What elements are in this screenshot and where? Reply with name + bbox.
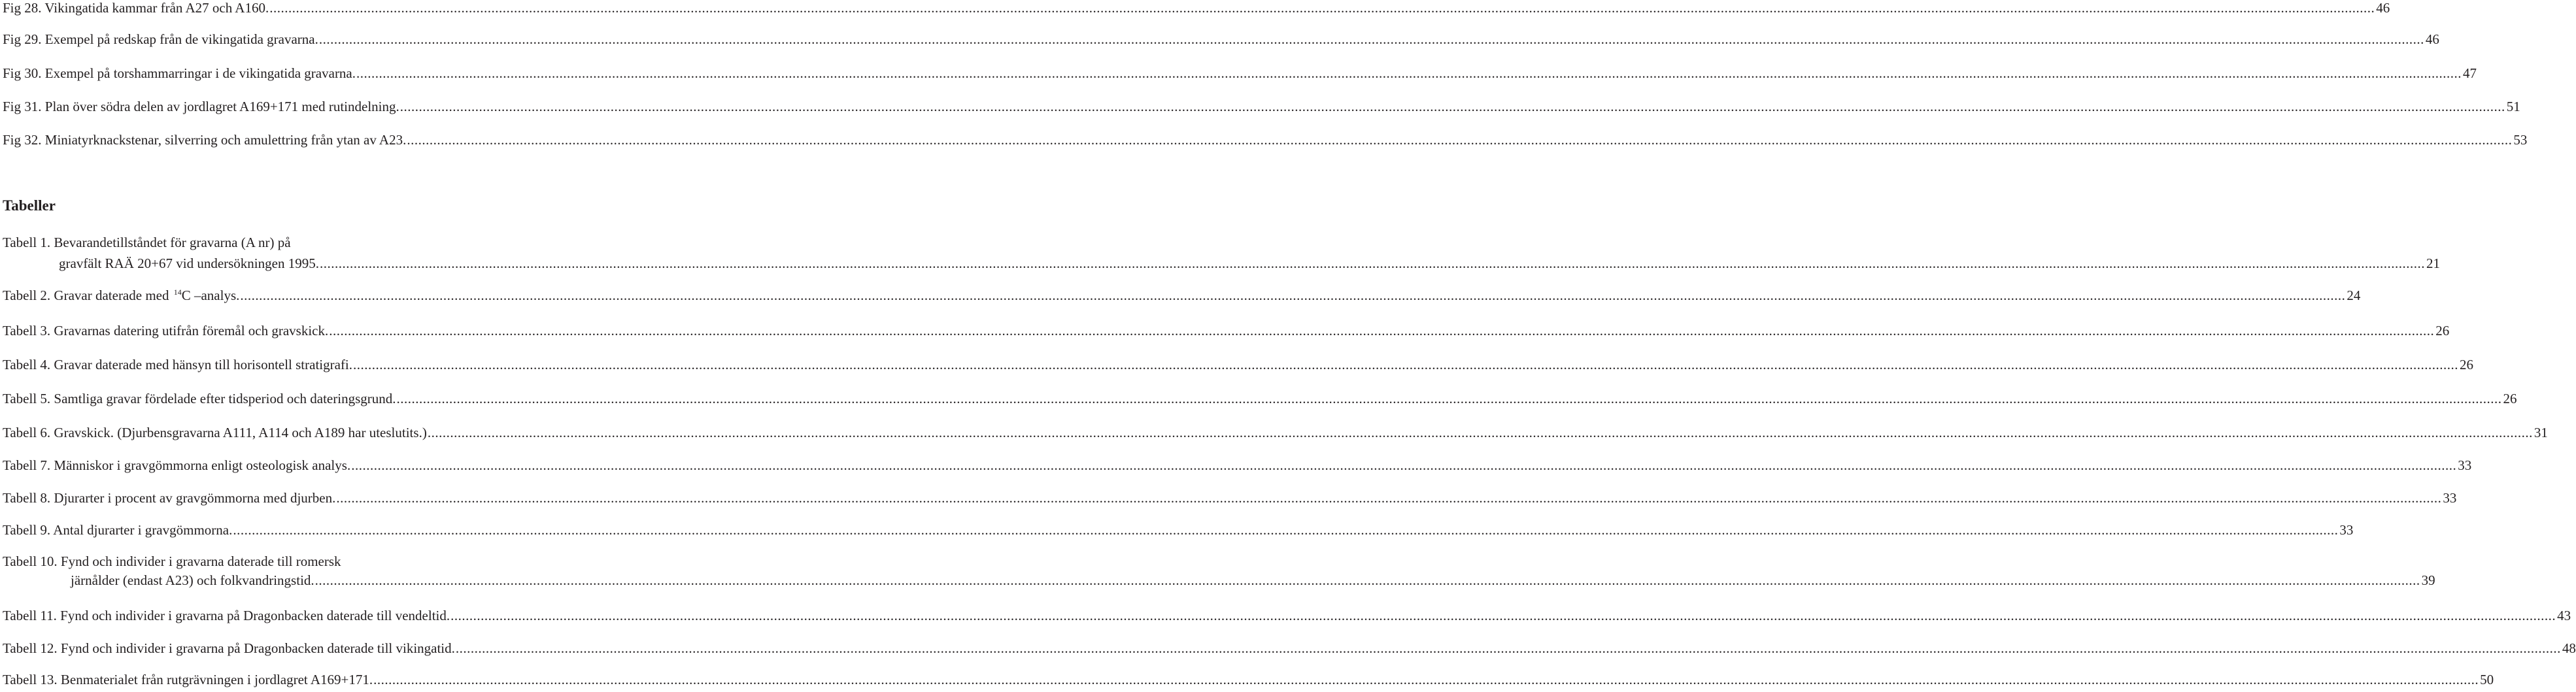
isotope-superscript: 14 xyxy=(173,288,182,297)
table-label: Tabell 5. xyxy=(3,391,51,406)
dot-leader xyxy=(356,65,2462,81)
page-number: 26 xyxy=(2460,357,2474,372)
page-number: 24 xyxy=(2347,288,2361,303)
table-entry[interactable] xyxy=(3,672,2494,687)
figure-entry[interactable] xyxy=(3,99,2520,114)
dot-leader xyxy=(450,608,2556,623)
table-entry[interactable] xyxy=(3,640,2576,656)
table-title-line2: järnålder (endast A23) och folkvandringstid. xyxy=(71,572,314,588)
dot-leader xyxy=(400,99,2505,114)
figure-title: Exempel på torshammarringar i de vikingatida gravarna. xyxy=(44,65,356,81)
page-number: 50 xyxy=(2480,672,2494,687)
table-label: Tabell 8. xyxy=(3,490,51,506)
table-label: Tabell 4. xyxy=(3,357,51,372)
table-label: Tabell 9. xyxy=(3,522,51,538)
figure-label: Fig 31. xyxy=(3,99,42,114)
table-label: Tabell 2. xyxy=(3,288,51,303)
table-entry[interactable] xyxy=(3,425,2548,440)
table-entry[interactable] xyxy=(3,553,2435,588)
table-label: Tabell 11. xyxy=(3,608,57,623)
table-title: Gravar daterade med xyxy=(54,288,169,303)
table-entry[interactable] xyxy=(3,357,2474,372)
table-title-line2: gravfält RAÄ 20+67 vid undersökningen 1995. xyxy=(59,255,319,271)
table-title: Gravar daterade med hänsyn till horisontell stratigrafi. xyxy=(54,357,353,372)
dot-leader xyxy=(315,572,2420,588)
page-number: 31 xyxy=(2534,425,2548,440)
table-label: Tabell 10. xyxy=(3,553,58,569)
section-heading: Tabeller xyxy=(3,197,56,214)
page-number: 51 xyxy=(2506,99,2520,114)
page-number: 48 xyxy=(2562,640,2576,656)
page-number: 33 xyxy=(2339,522,2354,538)
dot-leader xyxy=(233,522,2338,538)
table-title: Djurarter i procent av gravgömmorna med djurben. xyxy=(54,490,336,506)
figure-title: Exempel på redskap från de vikingatida gravarna. xyxy=(44,31,318,47)
table-entry[interactable] xyxy=(3,457,2472,473)
figure-label: Fig 32. xyxy=(3,132,42,148)
table-title: Människor i gravgömmorna enligt osteologisk analys. xyxy=(54,457,351,473)
table-title: Gravarnas datering utifrån föremål och gravskick. xyxy=(54,323,329,338)
dot-leader xyxy=(329,323,2434,338)
table-title-line1: Fynd och individer i gravarna daterade till romersk xyxy=(60,553,341,569)
dot-leader xyxy=(456,640,2561,656)
table-label: Tabell 3. xyxy=(3,323,51,338)
table-entry[interactable] xyxy=(3,323,2450,338)
dot-leader xyxy=(269,0,2375,16)
table-entry[interactable] xyxy=(3,522,2354,538)
table-entry[interactable] xyxy=(3,391,2517,406)
table-entry[interactable] xyxy=(3,288,2361,303)
table-label: Tabell 1. xyxy=(3,235,51,250)
figure-entry[interactable] xyxy=(3,31,2439,47)
table-title-line1: Bevarandetillståndet för gravarna (A nr) på xyxy=(54,235,291,250)
table-label: Tabell 6. xyxy=(3,425,51,440)
figure-title: Miniatyrknackstenar, silverring och amulettring från ytan av A23. xyxy=(44,132,407,148)
table-label: Tabell 12. xyxy=(3,640,58,656)
page-number: 53 xyxy=(2513,132,2528,148)
dot-leader xyxy=(396,391,2501,406)
dot-leader xyxy=(240,288,2345,303)
table-entry[interactable] xyxy=(3,490,2457,506)
table-entry[interactable] xyxy=(3,608,2571,623)
dot-leader xyxy=(353,357,2458,372)
page-number: 46 xyxy=(2376,0,2390,16)
table-title: Antal djurarter i gravgömmorna. xyxy=(53,522,233,538)
dot-leader xyxy=(373,672,2479,687)
figure-title: Vikingatida kammar från A27 och A160. xyxy=(44,0,269,16)
figure-title: Plan över södra delen av jordlagret A169+171 med rutindelning. xyxy=(44,99,399,114)
figure-entry[interactable] xyxy=(3,65,2477,81)
figure-label: Fig 30. xyxy=(3,65,42,81)
table-title: Benmaterialet från rutgrävningen i jordlagret A169+171. xyxy=(60,672,373,687)
page-number: 33 xyxy=(2458,457,2472,473)
page-number: 26 xyxy=(2503,391,2517,406)
table-entry[interactable] xyxy=(3,235,2440,271)
table-label: Tabell 7. xyxy=(3,457,51,473)
dot-leader xyxy=(351,457,2456,473)
figure-entry[interactable] xyxy=(3,132,2528,148)
page-number: 47 xyxy=(2463,65,2477,81)
figure-label: Fig 29. xyxy=(3,31,42,47)
page-number: 33 xyxy=(2443,490,2457,506)
page-number: 43 xyxy=(2557,608,2571,623)
figure-label: Fig 28. xyxy=(3,0,42,16)
page-number: 21 xyxy=(2426,255,2440,271)
table-label: Tabell 13. xyxy=(3,672,58,687)
table-title: Fynd och individer i gravarna på Dragonbacken daterade till vendeltid. xyxy=(60,608,450,623)
table-title: Fynd och individer i gravarna på Dragonbacken daterade till vikingatid. xyxy=(60,640,455,656)
figure-entry[interactable] xyxy=(3,0,2390,16)
dot-leader xyxy=(428,425,2533,440)
page-number: 26 xyxy=(2435,323,2450,338)
dot-leader xyxy=(407,132,2512,148)
dot-leader xyxy=(319,31,2424,47)
table-title-suffix: C –analys. xyxy=(181,288,240,303)
table-title: Samtliga gravar fördelade efter tidsperiod och dateringsgrund. xyxy=(54,391,396,406)
table-title: Gravskick. (Djurbensgravarna A111, A114 och A189 har uteslutits.) xyxy=(54,425,427,440)
page-number: 46 xyxy=(2425,31,2439,47)
dot-leader xyxy=(336,490,2441,506)
page-number: 39 xyxy=(2421,572,2435,588)
dot-leader xyxy=(320,255,2425,271)
